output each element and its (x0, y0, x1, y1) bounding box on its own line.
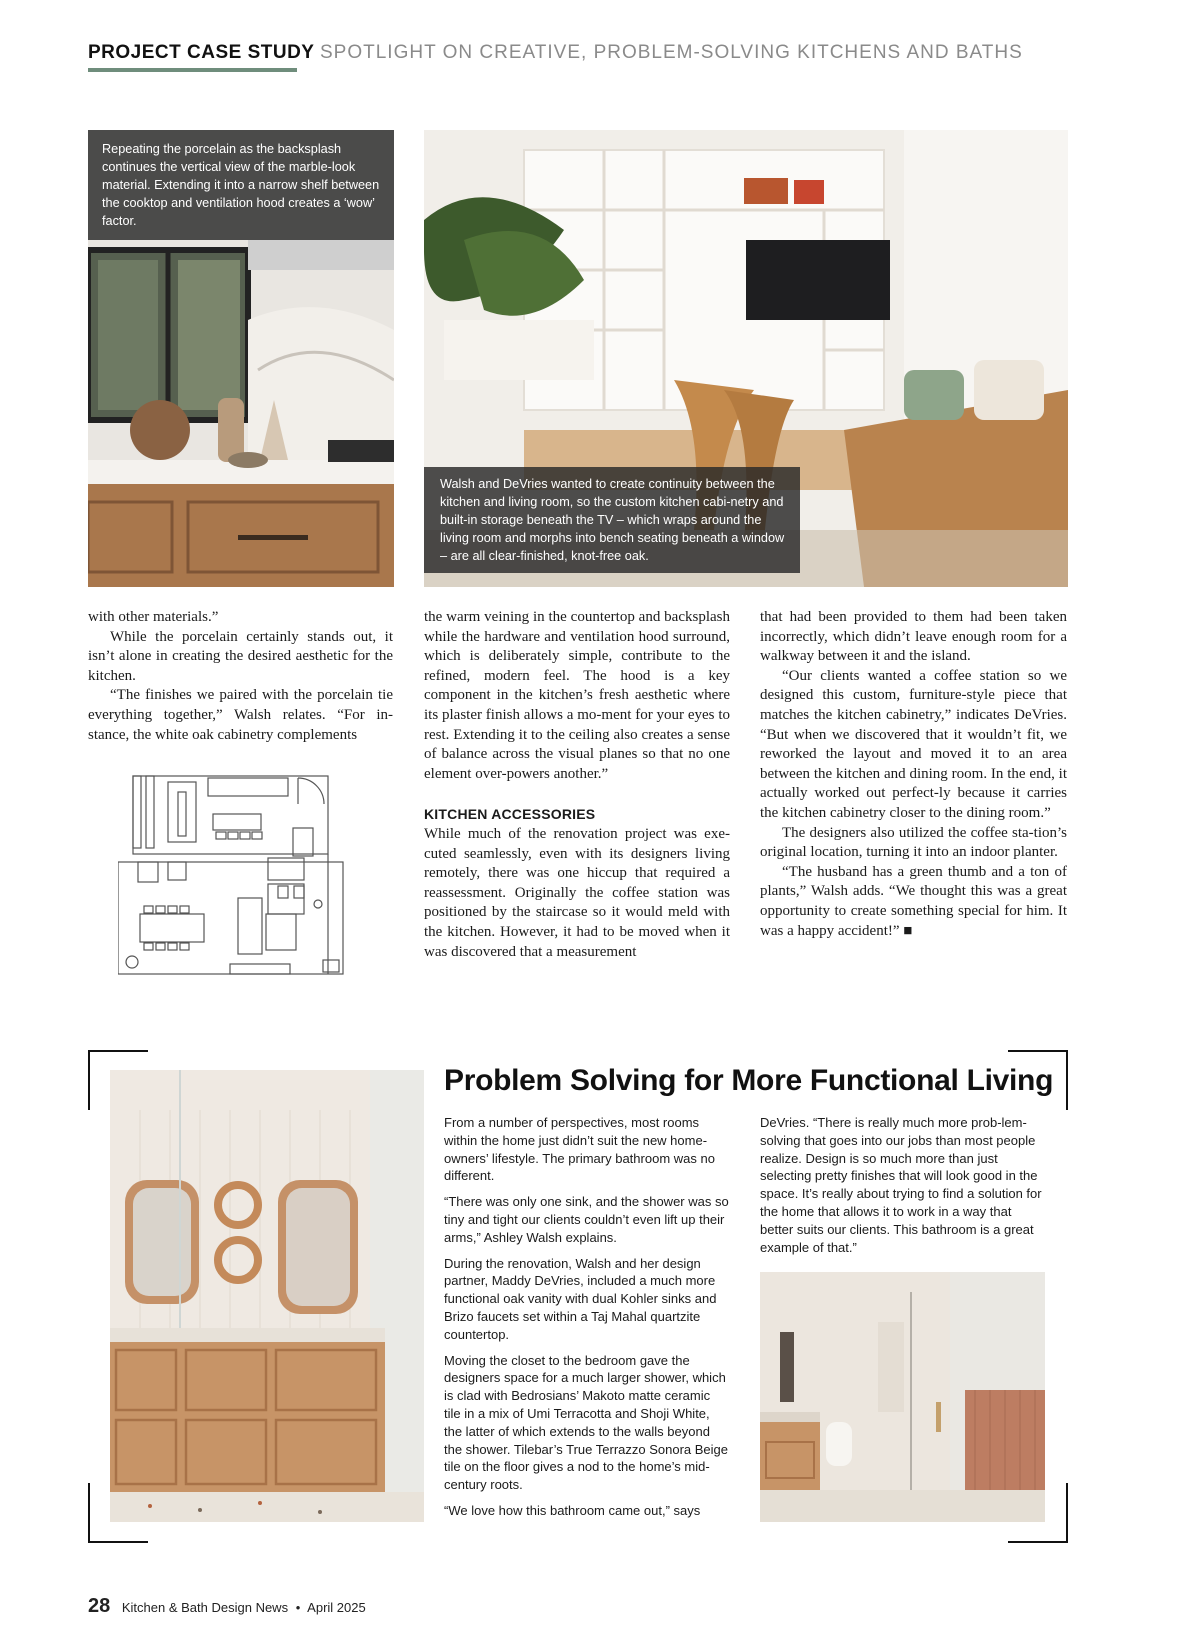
article-column-2 (424, 608, 730, 962)
publication-name: Kitchen & Bath Design News (121, 1600, 289, 1615)
article-paragraph: that had been provided to them had been taken incorrectly, which didn’t leave enough room for a walkway between it and the island. (760, 609, 1067, 665)
article-paragraph: “The finishes we paired with the porcelain tie everything together,” Walsh relates. “For in-stance, the white oak cabinetry complements (88, 687, 393, 743)
sidebar-paragraph: DeVries. “There is really much more prob-lem-solving that goes into our jobs than most people realize. Design is so much more than just selecting pretty finishes that will look good in the space. It’s really about trying to find a solution for the home that allows it to work in a way that better suits our clients. This bathroom is a great example of that.” (760, 1115, 1042, 1255)
sidebar-paragraph: “We love how this bathroom came out,” says (444, 1502, 701, 1518)
section-subtitle: SPOTLIGHT ON CREATIVE, PROBLEM-SOLVING KITCHENS AND BATHS (320, 42, 1023, 63)
living-room-photo (424, 130, 1068, 587)
article-paragraph: the warm veining in the countertop and backsplash while the hardware and ventilation hood surround, which is deliberately simple, contribute to the refined, modern feel. The hood is a key component in the kitchen’s fresh aesthetic where its plaster finish allows a mo-ment for your eyes to rest. Extending it to the ceiling also creates a sense of balance across the visual planes so that no one element over-powers another.” (424, 609, 730, 782)
issue-date: April 2025 (307, 1600, 366, 1615)
article-paragraph: The designers also utilized the coffee sta-tion’s original location, turning it into an indoor planter. (760, 824, 1067, 861)
article-paragraph: “The husband has a green thumb and a ton of plants,” Walsh adds. “We thought this was a great opportunity to create something special for him. It was a happy accident!” ■ (760, 863, 1067, 939)
floor-plan-illustration (118, 774, 358, 984)
sidebar-paragraph: Moving the closet to the bedroom gave the designers space for a much larger shower, which is clad with Bedrosians’ Makoto matte ceramic tile in a mix of Umi Terracotta and Shoji White, the latter of which extends to the walls beyond the shower. Tilebar’s True Terrazzo Sonora Beige tile on the floor gives a nod to the home’s mid-century roots. (444, 1352, 728, 1493)
kitchen-backsplash-photo (88, 130, 394, 587)
sidebar-paragraph: “There was only one sink, and the shower was so tiny and tight our clients couldn’t even lift up their arms,” Ashley Walsh explains. (444, 1194, 729, 1245)
sidebar-paragraph: From a number of perspectives, most rooms within the home just didn’t suit the new home-owners’ lifestyle. The primary bathroom was no different. (444, 1115, 715, 1184)
section-label-underline (88, 68, 297, 72)
bathroom-shower-illustration (760, 1272, 1045, 1522)
page-footer (88, 1595, 366, 1618)
living-room-caption: Walsh and DeVries wanted to create continuity between the kitchen and living room, so the custom kitchen cabi-netry and built-in storage beneath the TV – which wraps around the living room and morphs into bench seating beneath a window – are all clear-finished, knot-free oak. (424, 467, 800, 573)
page-number: 28 (88, 1595, 111, 1617)
footer-separator: • (295, 1600, 301, 1615)
article-paragraph: “Our clients wanted a coffee station so we designed this custom, furniture-style piece that matches the kitchen cabinetry,” indicates DeVries. “But when we discovered that it wouldn’t fit, we reworked the layout and moved it to an area between the kitchen and dining room. In the end, it actually worked out perfect-ly because it carries the kitchen cabinetry closer to the dining room.” (760, 667, 1067, 821)
floor-plan-drawing (118, 774, 358, 984)
sidebar-column-1 (444, 1114, 729, 1528)
sidebar-paragraph: During the renovation, Walsh and her design partner, Maddy DeVries, included a much more functional oak vanity with dual Kohler sinks and Brizo faucets set within a Taj Mahal quartzite countertop. (444, 1255, 717, 1342)
section-label: PROJECT CASE STUDY (88, 42, 315, 63)
section-heading-kitchen-accessories: KITCHEN ACCESSORIES (424, 806, 596, 823)
article-paragraph: with other materials.” (88, 609, 219, 625)
article-column-1 (88, 608, 393, 745)
bathroom-vanity-photo (110, 1070, 424, 1522)
sidebar-column-2 (760, 1114, 1042, 1264)
bathroom-shower-photo (760, 1272, 1045, 1522)
article-paragraph: While much of the renovation project was exe-cuted seamlessly, even with its designers living remotely, there was one hiccup that required a reassessment. Originally the coffee station was positioned by the staircase so it would meld with the kitchen. However, it had to be moved when it was discovered that a measurement (424, 825, 730, 960)
kitchen-backsplash-caption: Repeating the porcelain as the backsplash continues the vertical view of the marble-look material. Extending it into a narrow shelf between the cooktop and ventilation hood creates a ‘wow’ factor. (88, 130, 394, 240)
sidebar-title: Problem Solving for More Functional Living (444, 1064, 1054, 1097)
article-column-3 (760, 608, 1067, 941)
article-paragraph: While the porcelain certainly stands out, it isn’t alone in creating the desired aesthetic for the kitchen. (88, 628, 393, 684)
bathroom-vanity-illustration (110, 1070, 424, 1522)
